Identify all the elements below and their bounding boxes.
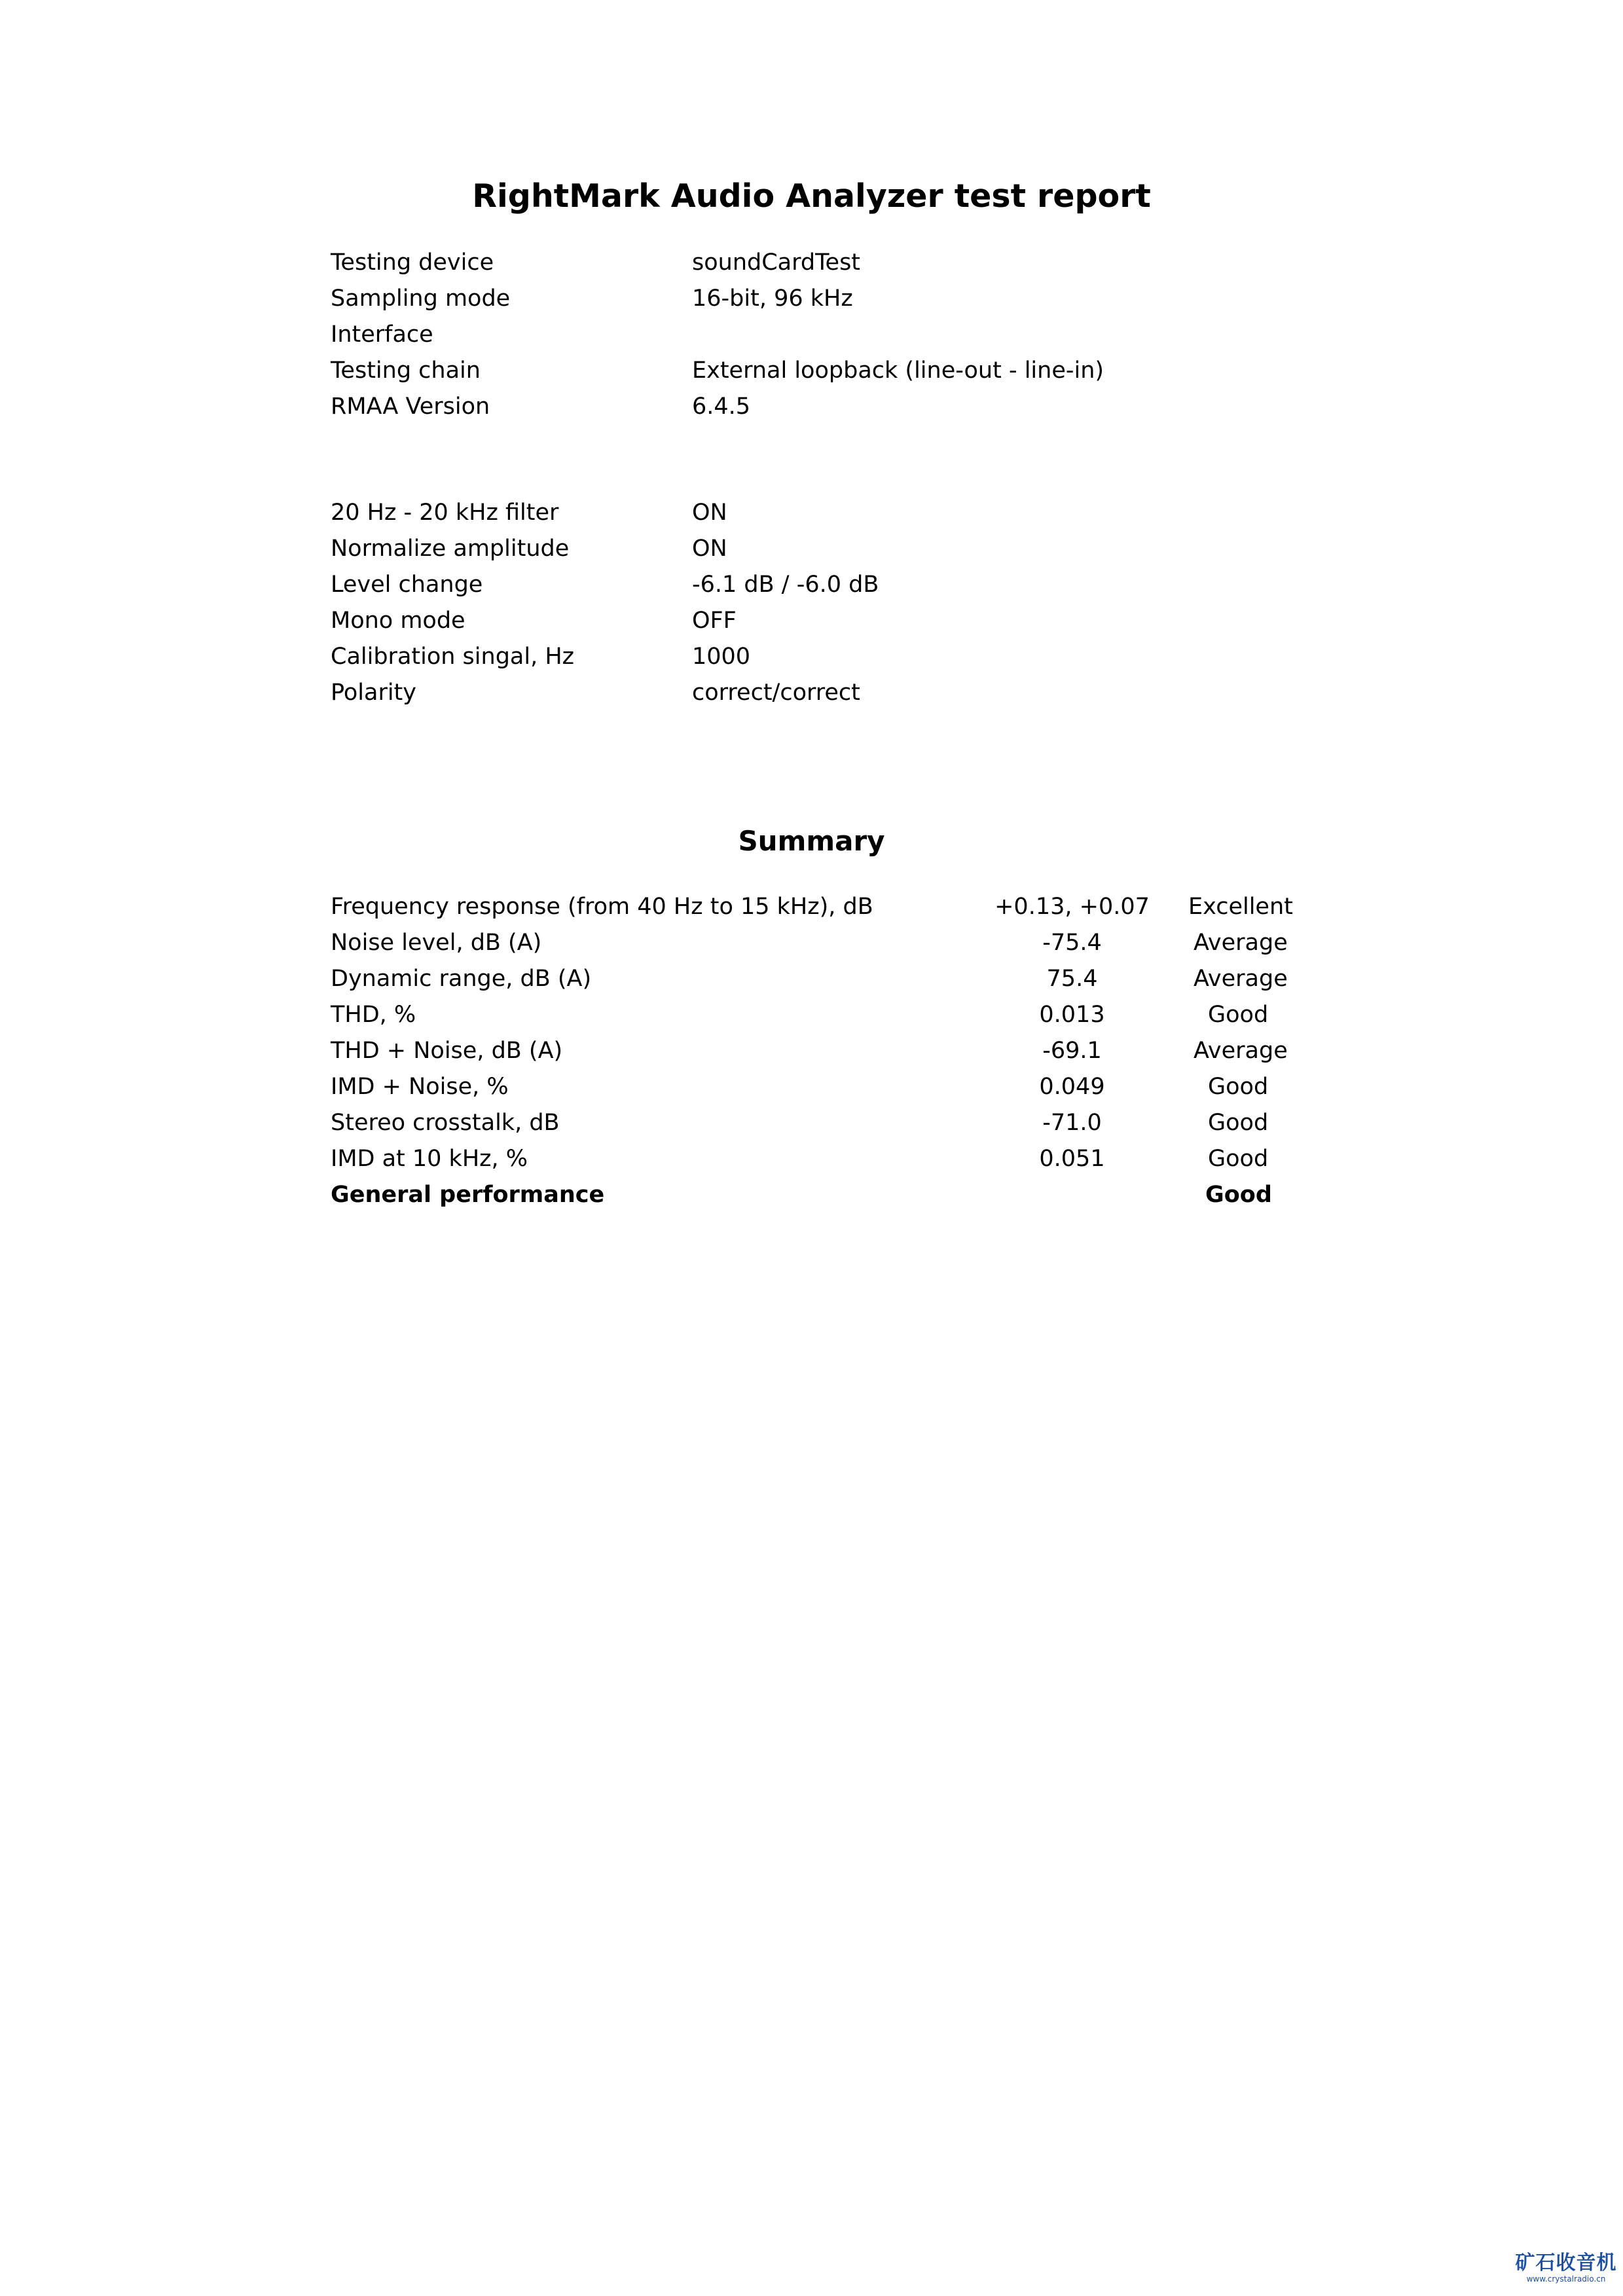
device-info-value: External loopback (line-out - line-in) xyxy=(692,357,1104,384)
summary-rating: Excellent xyxy=(1188,894,1293,920)
summary-rating: Good xyxy=(1208,1146,1269,1172)
summary-label: IMD at 10 kHz, % xyxy=(331,1146,528,1172)
summary-label: Frequency response (from 40 Hz to 15 kHz), dB xyxy=(331,894,873,920)
device-info-label: Sampling mode xyxy=(331,285,511,312)
summary-table xyxy=(331,889,1313,1213)
summary-label: IMD + Noise, % xyxy=(331,1074,509,1100)
watermark-url: www.crystalradio.cn xyxy=(1526,2274,1606,2284)
summary-value: 0.013 xyxy=(1039,1002,1105,1028)
watermark-logo xyxy=(1514,2252,1618,2284)
summary-rating: Average xyxy=(1194,966,1288,992)
summary-label: Dynamic range, dB (A) xyxy=(331,966,592,992)
summary-rating: Average xyxy=(1194,1038,1288,1064)
watermark-text: 矿石收音机 xyxy=(1515,2251,1617,2274)
setting-label: Mono mode xyxy=(331,608,465,634)
summary-value: -71.0 xyxy=(1042,1110,1102,1136)
setting-value: -6.1 dB / -6.0 dB xyxy=(692,572,879,598)
device-info-value xyxy=(692,317,1182,353)
device-info-table xyxy=(331,245,1182,425)
general-performance-rating: Good xyxy=(1205,1182,1272,1208)
summary-rating: Good xyxy=(1208,1110,1269,1136)
summary-value: 75.4 xyxy=(1046,966,1098,992)
general-performance-label: General performance xyxy=(331,1182,605,1208)
summary-heading: Summary xyxy=(738,825,885,857)
setting-value: 1000 xyxy=(692,644,751,670)
summary-label: Noise level, dB (A) xyxy=(331,930,542,956)
setting-label: Calibration singal, Hz xyxy=(331,644,575,670)
summary-value: 0.051 xyxy=(1039,1146,1105,1172)
summary-label: Stereo crosstalk, dB xyxy=(331,1110,560,1136)
setting-value: correct/correct xyxy=(692,680,860,706)
device-info-label: Testing chain xyxy=(331,357,481,384)
report-title: RightMark Audio Analyzer test report xyxy=(472,177,1151,215)
setting-value: ON xyxy=(692,500,727,526)
summary-value: 0.049 xyxy=(1039,1074,1105,1100)
setting-label: 20 Hz - 20 kHz filter xyxy=(331,500,559,526)
summary-value: +0.13, +0.07 xyxy=(994,894,1150,920)
setting-label: Normalize amplitude xyxy=(331,536,570,562)
setting-value: OFF xyxy=(692,608,737,634)
settings-table xyxy=(331,495,1182,711)
device-info-value: 16-bit, 96 kHz xyxy=(692,285,853,312)
device-info-value: 6.4.5 xyxy=(692,393,751,420)
setting-label: Polarity xyxy=(331,680,416,706)
summary-rating: Good xyxy=(1208,1074,1269,1100)
general-performance-value xyxy=(956,1177,1188,1213)
device-info-label: Testing device xyxy=(331,249,494,276)
summary-rating: Good xyxy=(1208,1002,1269,1028)
summary-value: -75.4 xyxy=(1042,930,1102,956)
summary-label: THD, % xyxy=(331,1002,416,1028)
summary-rating: Average xyxy=(1194,930,1288,956)
summary-value: -69.1 xyxy=(1042,1038,1102,1064)
device-info-value: soundCardTest xyxy=(692,249,861,276)
device-info-label: RMAA Version xyxy=(331,393,490,420)
setting-label: Level change xyxy=(331,572,483,598)
setting-value: ON xyxy=(692,536,727,562)
summary-label: THD + Noise, dB (A) xyxy=(331,1038,563,1064)
device-info-label: Interface xyxy=(331,321,433,348)
